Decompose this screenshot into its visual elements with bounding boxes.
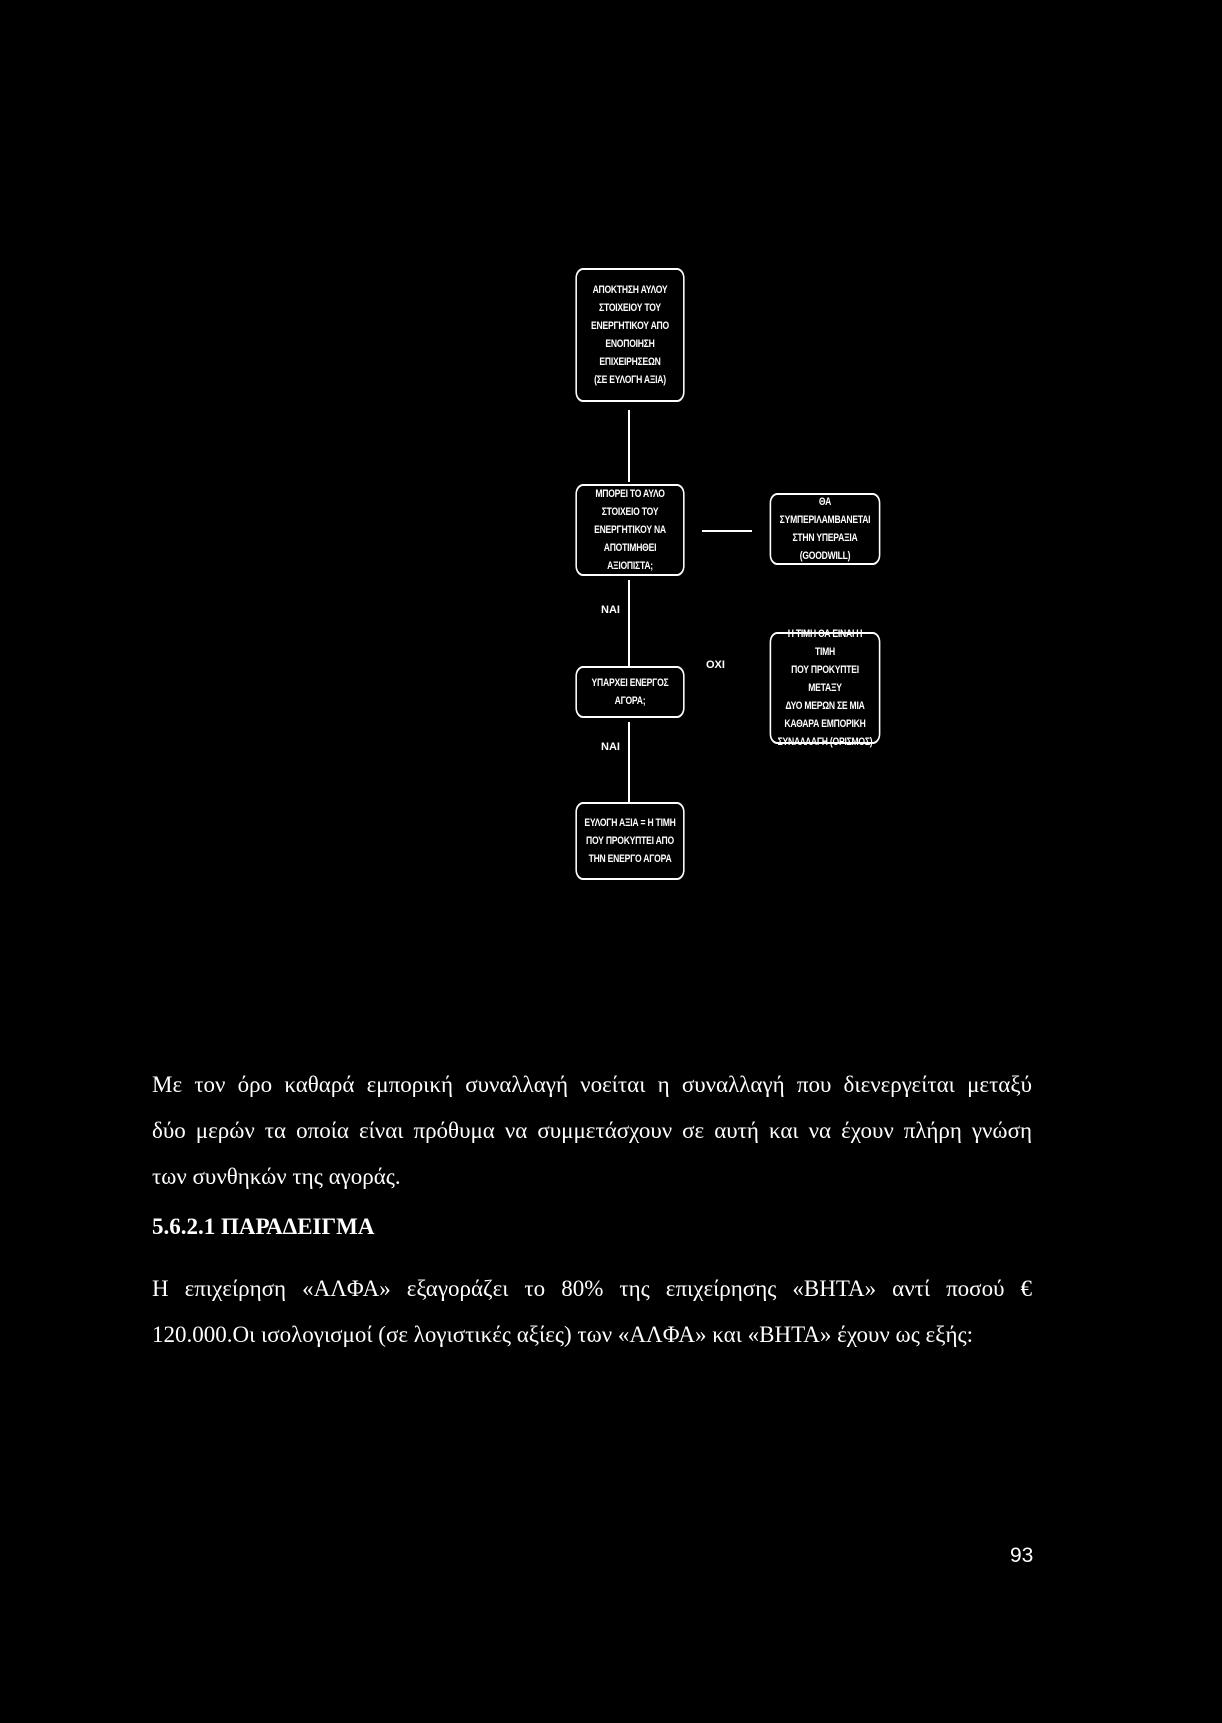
flow-box-acquisition: ΑΠΟΚΤΗΣΗ ΑΥΛΟΥ ΣΤΟΙΧΕΙΟΥ ΤΟΥ ΕΝΕΡΓΗΤΙΚΟΥ ΑΠΟ ΕΝΟΠΟΙΗΣΗ ΕΠΙΧΕΙΡΗΣΕΩΝ (ΣΕ ΕΥΛΟΓΗ ΑΞΙΑ) [575, 268, 684, 402]
flow-box-definition: Η ΤΙΜΗ ΘΑ ΕΙΝΑΙ Η ΤΙΜΗ ΠΟΥ ΠΡΟΚΥΠΤΕΙ ΜΕΤΑΞΥ ΔΥΟ ΜΕΡΩΝ ΣΕ ΜΙΑ ΚΑΘΑΡΑ ΕΜΠΟΡΙΚΗ ΣΥΝΑΛΛΑΓΗ (ΟΡΙΣΜΟΣ) [770, 632, 881, 744]
paragraph-2-line-2: 120.000.Οι ισολογισμοί (σε λογιστικές αξίες) των «ΑΛΦΑ» και «ΒΗΤΑ» έχουν ως εξής: [152, 1322, 973, 1347]
yes-label-1: ΝΑΙ [601, 604, 620, 616]
paragraph-2-line-1: Η επιχείρηση «ΑΛΦΑ» εξαγοράζει το 80% της επιχείρησης «ΒΗΤΑ» αντί ποσού € [152, 1276, 1032, 1301]
flow-box-goodwill: ΘΑ ΣΥΜΠΕΡΙΛΑΜΒΑΝΕΤΑΙ ΣΤΗΝ ΥΠΕΡΑΞΙΑ (GOODWILL) [770, 493, 881, 565]
connector-line-to-goodwill [702, 530, 752, 532]
yes-label-2: ΝΑΙ [601, 741, 620, 753]
connector-line-3 [628, 722, 630, 802]
flow-box-reliable-measurement: ΜΠΟΡΕΙ ΤΟ ΑΥΛΟ ΣΤΟΙΧΕΙΟ ΤΟΥ ΕΝΕΡΓΗΤΙΚΟΥ ΝΑ ΑΠΟΤΙΜΗΘΕΙ ΑΞΙΟΠΙΣΤΑ; [575, 484, 684, 576]
paragraph-1-line-2: δύο μερών τα οποία είναι πρόθυμα να συμμετάσχουν σε αυτή και να έχουν πλήρη γνώση [152, 1118, 1032, 1143]
connector-line-1 [628, 410, 630, 482]
no-label: ΟΧΙ [706, 659, 725, 671]
section-heading: 5.6.2.1 ΠΑΡΑΔΕΙΓΜΑ [152, 1214, 375, 1239]
page-number: 93 [1010, 1544, 1034, 1567]
flow-box-fair-value: ΕΥΛΟΓΗ ΑΞΙΑ = Η ΤΙΜΗ ΠΟΥ ΠΡΟΚΥΠΤΕΙ ΑΠΟ ΤΗΝ ΕΝΕΡΓΟ ΑΓΟΡΑ [575, 802, 684, 880]
paragraph-1-line-1: Με τον όρο καθαρά εμπορική συναλλαγή νοείται η συναλλαγή που διενεργείται μεταξύ [152, 1072, 1032, 1097]
paragraph-1-line-3: των συνθηκών της αγοράς. [152, 1164, 401, 1189]
connector-line-2 [628, 580, 630, 666]
flow-box-active-market: ΥΠΑΡΧΕΙ ΕΝΕΡΓΟΣ ΑΓΟΡΑ; [575, 666, 684, 718]
